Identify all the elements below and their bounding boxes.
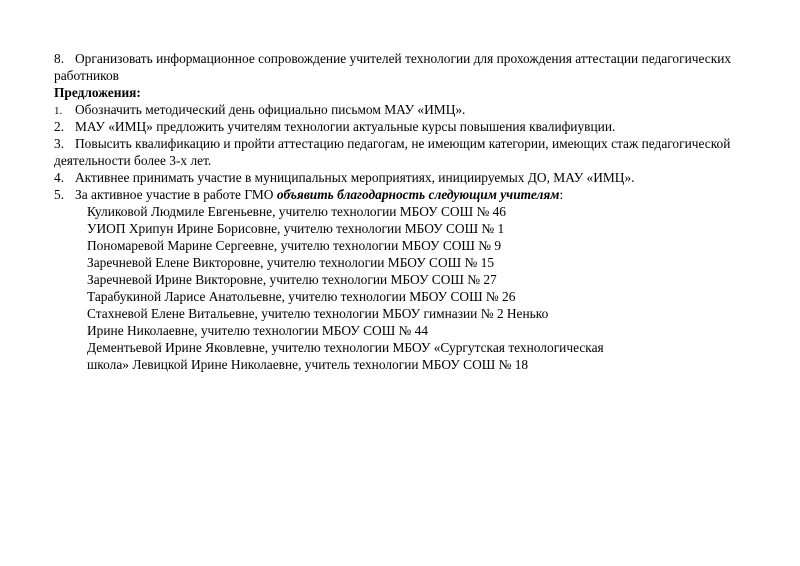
list-number: 3. <box>54 136 65 151</box>
teacher-line: школа» Левицкой Ирине Николаевне, учитель технологии МБОУ СОШ № 18 <box>87 357 529 372</box>
proposal-2 <box>54 118 754 135</box>
teacher-line: Ирине Николаевне, учителю технологии МБОУ СОШ № 44 <box>87 323 429 338</box>
heading-proposals: Предложения: <box>54 85 141 100</box>
list-number: 8. <box>54 51 65 66</box>
proposal-3-text: Повысить квалификацию и пройти аттестацию педагогам, не имеющим категории, имеющих стаж педагогической <box>75 136 731 151</box>
list-number: 5. <box>54 187 65 202</box>
teacher-line: Дементьевой Ирине Яковлевне, учителю технологии МБОУ «Сургутская технологическая <box>87 340 604 355</box>
teacher-line: Тарабукиной Ларисе Анатольевне, учителю технологии МБОУ СОШ № 26 <box>87 289 516 304</box>
list-number: 2. <box>54 119 65 134</box>
teacher-line: УИОП Хрипун Ирине Борисовне, учителю технологии МБОУ СОШ № 1 <box>87 221 505 236</box>
proposal-1 <box>54 101 754 118</box>
proposal-1-text: Обозначить методический день официально письмом МАУ «ИМЦ». <box>75 102 466 117</box>
proposal-5-emphasis: объявить благодарность следующим учителям <box>276 187 560 202</box>
teacher-line: Заречневой Елене Викторовне, учителю технологии МБОУ СОШ № 15 <box>87 255 495 270</box>
item-8-line-1 <box>54 50 754 67</box>
list-number: 1. <box>54 105 63 117</box>
teacher-line: Заречневой Ирине Викторовне, учителю технологии МБОУ СОШ № 27 <box>87 272 497 287</box>
item-8-text: Организовать информационное сопровождение учителей технологии для прохождения аттестации педагогических <box>75 51 732 66</box>
teacher-line: Пономаревой Марине Сергеевне, учителю технологии МБОУ СОШ № 9 <box>87 238 502 253</box>
proposal-5-text: За активное участие в работе ГМО <box>75 187 277 202</box>
proposal-3-line-2: деятельности более 3-х лет. <box>54 153 212 168</box>
proposal-4-text: Активнее принимать участие в муниципальных мероприятиях, инициируемых ДО, МАУ «ИМЦ». <box>75 170 635 185</box>
item-8-line-2: работников <box>54 68 119 83</box>
proposal-5-colon: : <box>559 187 564 202</box>
list-number: 4. <box>54 170 65 185</box>
document-content <box>54 50 754 373</box>
proposal-2-text: МАУ «ИМЦ» предложить учителям технологии актуальные курсы повышения квалифиувции. <box>75 119 616 134</box>
proposal-4 <box>54 169 754 186</box>
proposal-3-line-1 <box>54 135 754 152</box>
proposal-5 <box>54 186 754 203</box>
teacher-line: Куликовой Людмиле Евгеньевне, учителю технологии МБОУ СОШ № 46 <box>87 204 506 219</box>
teacher-line: Стахневой Елене Витальевне, учителю технологии МБОУ гимназии № 2 Ненько <box>87 306 549 321</box>
